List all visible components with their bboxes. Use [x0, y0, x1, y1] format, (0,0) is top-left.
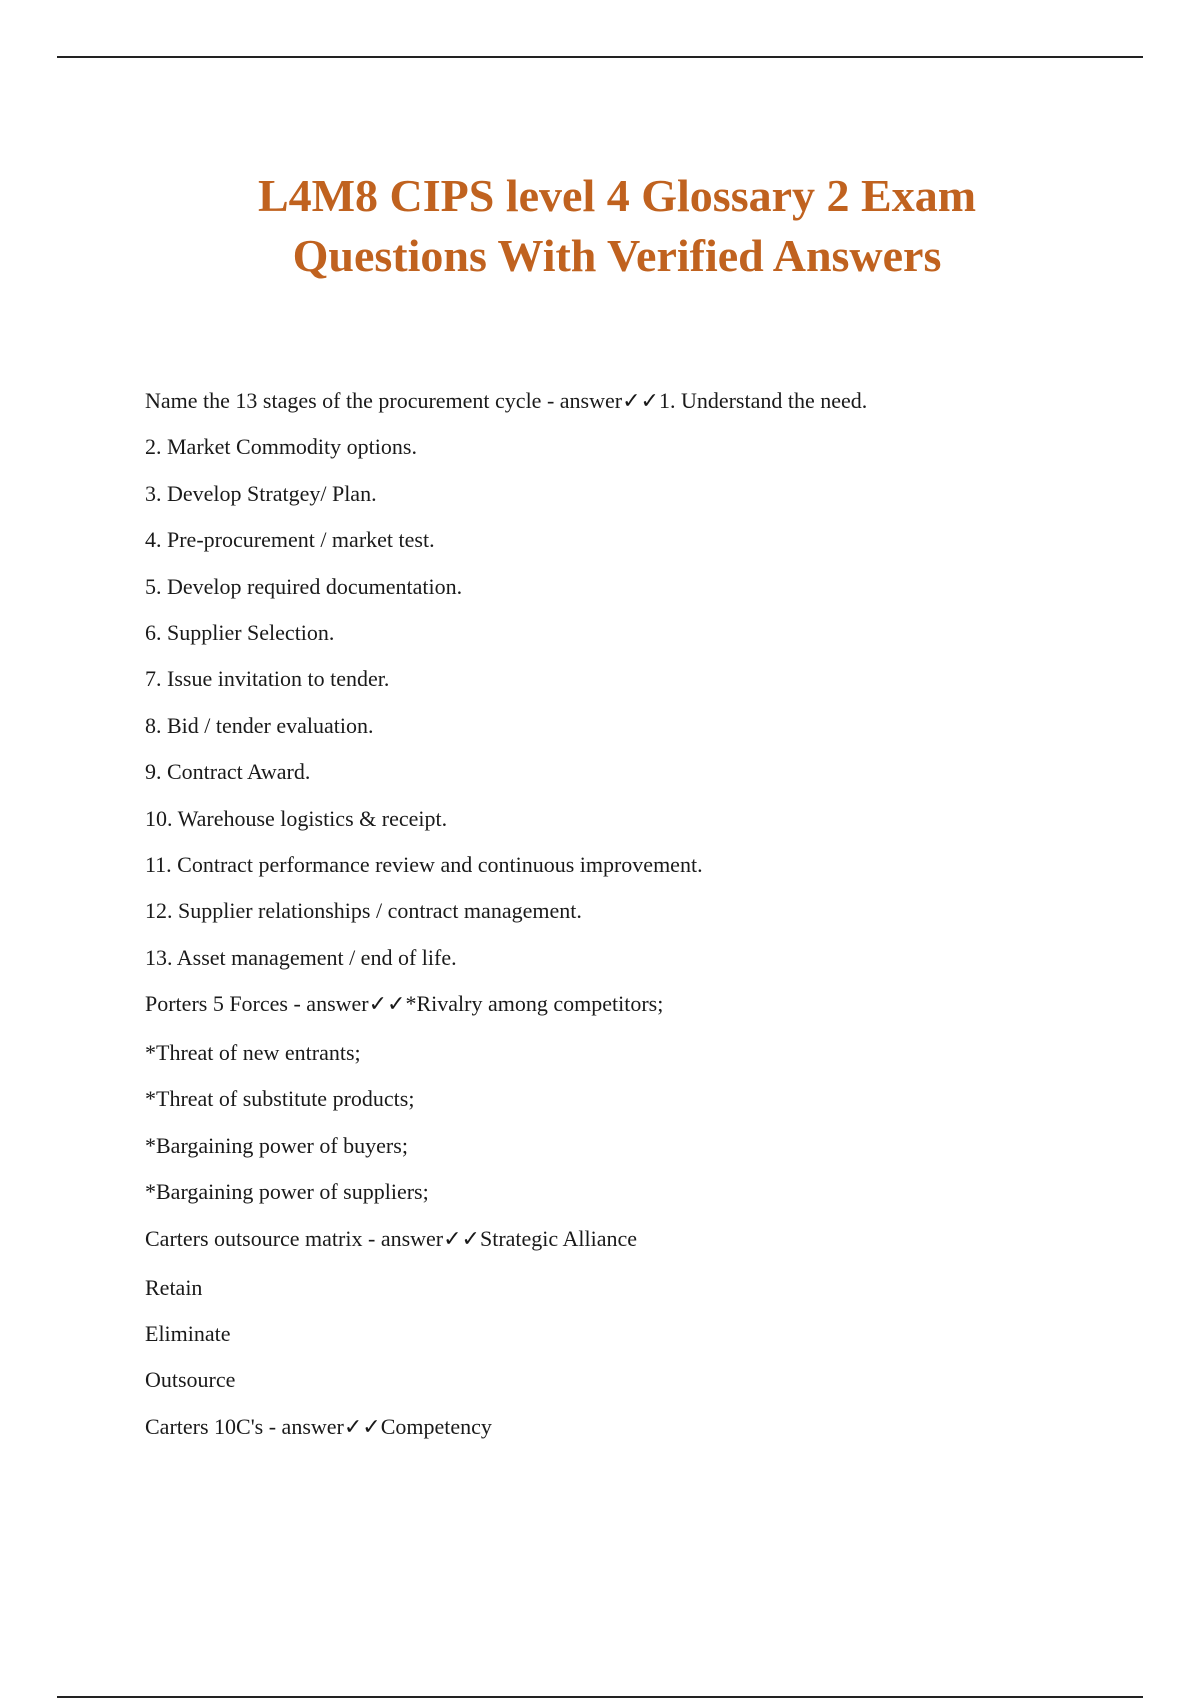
list-item: 12. Supplier relationships / contract management. [145, 898, 582, 924]
list-item: *Bargaining power of buyers; [145, 1132, 408, 1158]
list-item: 11. Contract performance review and continuous improvement. [145, 851, 703, 877]
document-title [0, 166, 1200, 286]
list-item: 2. Market Commodity options. [145, 434, 417, 460]
question-porters-5-forces: Porters 5 Forces - answer✓✓*Rivalry among competitors; [145, 991, 664, 1017]
document-body [145, 381, 1145, 1456]
list-item: 3. Develop Stratgey/ Plan. [145, 480, 377, 506]
top-rule [57, 56, 1143, 58]
list-item: *Bargaining power of suppliers; [145, 1179, 429, 1205]
title-line-2: Questions With Verified Answers [292, 230, 942, 281]
question-procurement-cycle: Name the 13 stages of the procurement cycle - answer✓✓1. Understand the need. [145, 388, 868, 413]
list-item: *Threat of substitute products; [145, 1086, 415, 1112]
list-item: Eliminate [145, 1321, 231, 1347]
question-carters-10cs: Carters 10C's - answer✓✓Competency [145, 1413, 492, 1439]
question-carters-outsource-matrix: Carters outsource matrix - answer✓✓Strategic Alliance [145, 1225, 637, 1251]
list-item: 13. Asset management / end of life. [145, 944, 457, 970]
list-item: 8. Bid / tender evaluation. [145, 712, 374, 738]
list-item: 6. Supplier Selection. [145, 619, 335, 645]
bottom-rule [57, 1696, 1143, 1698]
list-item: Outsource [145, 1367, 236, 1393]
list-item: 7. Issue invitation to tender. [145, 666, 390, 692]
list-item: 4. Pre-procurement / market test. [145, 527, 435, 553]
list-item: 9. Contract Award. [145, 759, 311, 785]
list-item: Retain [145, 1274, 203, 1300]
list-item: 5. Develop required documentation. [145, 573, 463, 599]
title-line-1: L4M8 CIPS level 4 Glossary 2 Exam [257, 170, 977, 221]
list-item: *Threat of new entrants; [145, 1040, 361, 1066]
list-item: 10. Warehouse logistics & receipt. [145, 805, 448, 831]
